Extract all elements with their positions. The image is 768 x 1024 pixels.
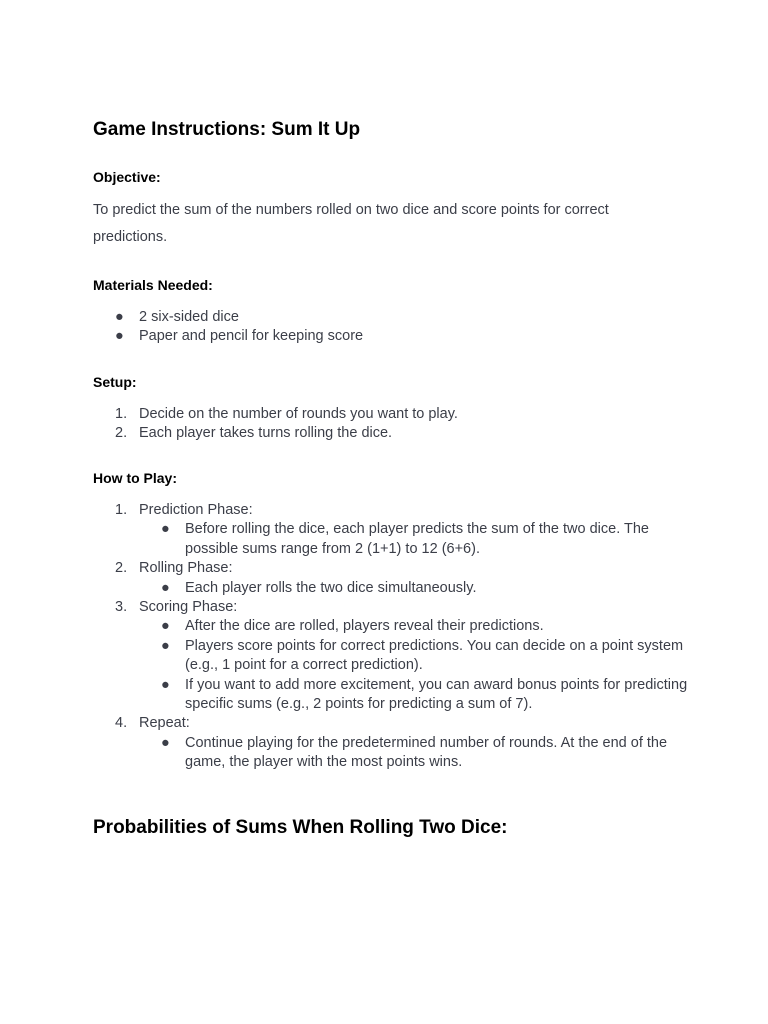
bullet-icon: ● xyxy=(161,637,170,654)
step-item: 2. Rolling Phase: ● Each player rolls the two dice simultaneously. xyxy=(93,559,693,598)
sub-list xyxy=(139,617,693,714)
bullet-icon: ● xyxy=(161,734,170,751)
bullet-icon: ● xyxy=(161,676,170,693)
probabilities-title: Probabilities of Sums When Rolling Two Dice: xyxy=(93,817,508,838)
bullet-icon: ● xyxy=(161,521,170,538)
bullet-icon: ● xyxy=(161,579,170,596)
list-item: ● Players score points for correct predictions. You can decide on a point system (e.g., 1 point for a correct prediction). xyxy=(161,637,684,674)
setup-list xyxy=(93,405,693,444)
bullet-icon: ● xyxy=(115,309,124,325)
sub-list xyxy=(139,520,693,559)
objective-heading: Objective: xyxy=(93,169,161,185)
how-to-play-list xyxy=(93,501,693,773)
materials-heading: Materials Needed: xyxy=(93,277,213,293)
list-item: 2. Each player takes turns rolling the dice. xyxy=(115,425,393,442)
bullet-icon: ● xyxy=(115,328,124,345)
page-title: Game Instructions: Sum It Up xyxy=(93,119,361,140)
list-item: ● 2 six-sided dice xyxy=(93,308,693,327)
step-item: 1. Prediction Phase: ● Before rolling the dice, each player predicts the sum of the two dice. The possible sums range from 2 (1+1) to 12 (6+6). xyxy=(93,501,693,559)
bullet-icon: ● xyxy=(161,618,170,635)
step-item: 4. Repeat: ● Continue playing for the predetermined number of rounds. At the end of the game, the player with the most points wins. xyxy=(93,714,693,772)
sub-list xyxy=(139,734,693,773)
list-item: ● Each player rolls the two dice simultaneously. xyxy=(139,579,693,598)
how-to-play-heading: How to Play: xyxy=(93,470,178,486)
list-item: ● Before rolling the dice, each player predicts the sum of the two dice. The possible sums range from 2 (1+1) to 12 (6+6). xyxy=(161,521,649,557)
materials-list xyxy=(93,308,693,347)
list-item: ● If you want to add more excitement, you can award bonus points for predicting specific sums (e.g., 2 points for predicting a sum of 7). xyxy=(161,676,688,713)
sub-list xyxy=(139,579,693,598)
step-item: 3. Scoring Phase: ● After the dice are rolled, players reveal their predictions. ● Players score points for correct predictions. You can decide on a point system (e.g., 1 point for a correct prediction). ● If you want to add more excitement, you can award bonus points for predicting specific sums (e.g., 2 points for predicting a sum of 7). xyxy=(93,598,693,714)
list-item: ● After the dice are rolled, players reveal their predictions. xyxy=(139,617,693,636)
list-item: 1. Decide on the number of rounds you want to play. xyxy=(115,406,458,422)
objective-text: To predict the sum of the numbers rolled on two dice and score points for correct predictions. xyxy=(93,202,609,245)
setup-heading: Setup: xyxy=(93,374,137,390)
list-item: ● Paper and pencil for keeping score xyxy=(93,327,693,346)
list-item: ● Continue playing for the predetermined number of rounds. At the end of the game, the player with the most points wins. xyxy=(161,734,668,771)
